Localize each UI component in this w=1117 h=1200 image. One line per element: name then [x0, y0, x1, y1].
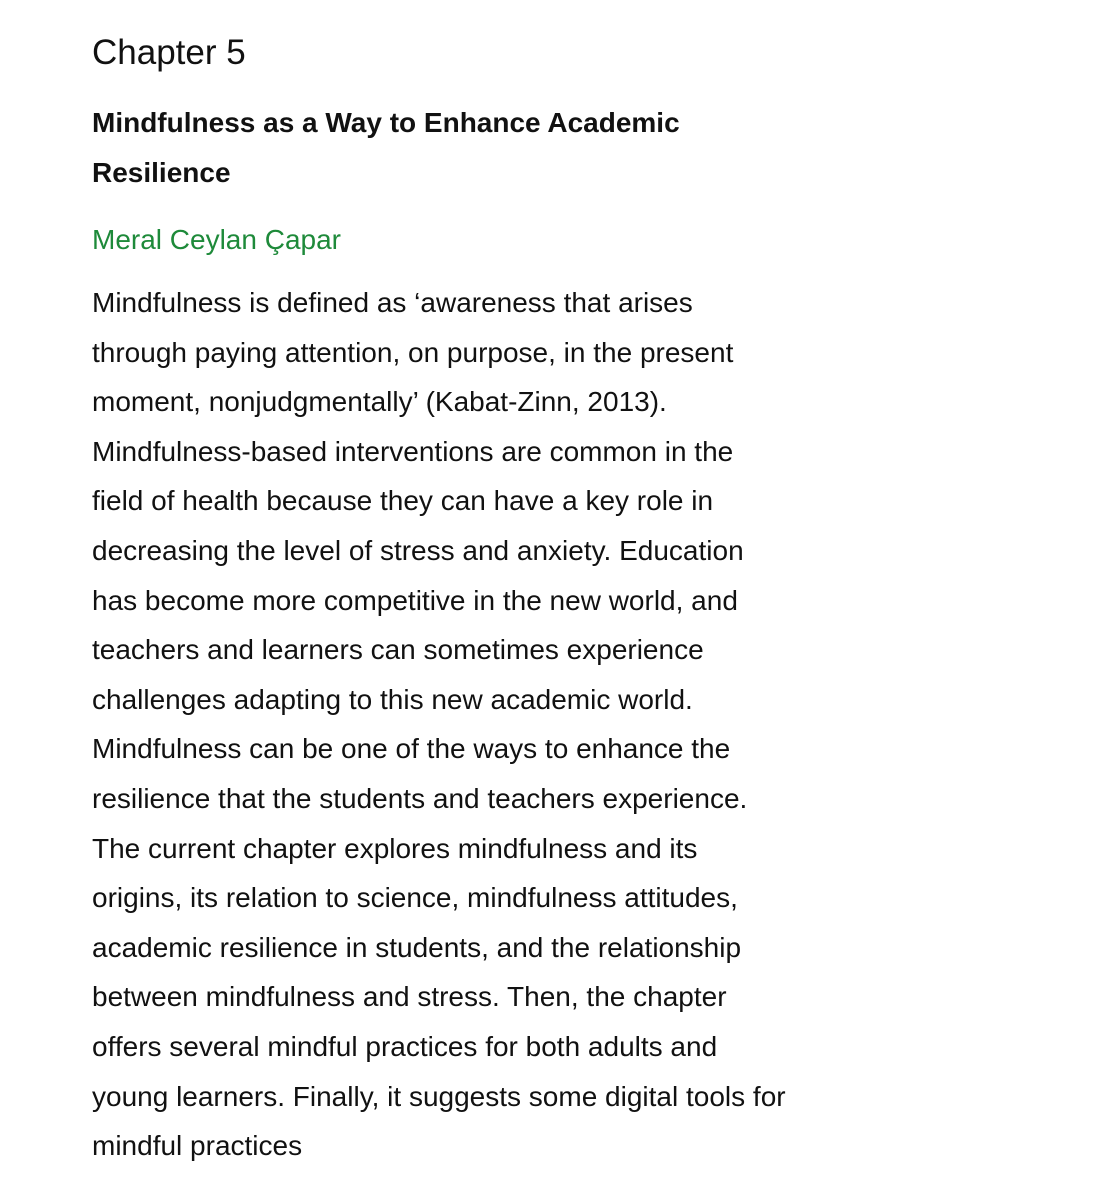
- chapter-title-line: Resilience: [92, 157, 231, 188]
- abstract-line: young learners. Finally, it suggests some digital tools for: [92, 1080, 786, 1112]
- chapter-title: [92, 98, 792, 198]
- abstract-paragraph: [92, 278, 882, 1171]
- abstract-line: origins, its relation to science, mindfulness attitudes,: [92, 882, 738, 914]
- abstract-line: offers several mindful practices for both adults and: [92, 1030, 718, 1062]
- abstract-line: decreasing the level of stress and anxiety. Education: [92, 534, 744, 566]
- abstract-line: through paying attention, on purpose, in the present: [92, 336, 734, 368]
- abstract-line: teachers and learners can sometimes experience: [92, 634, 704, 666]
- abstract-line: Mindfulness-based interventions are common in the: [92, 435, 734, 467]
- chapter-number: Chapter 5: [92, 33, 246, 72]
- abstract-line: academic resilience in students, and the relationship: [92, 931, 742, 963]
- abstract-line: field of health because they can have a key role in: [92, 485, 714, 517]
- chapter-title-line: Mindfulness as a Way to Enhance Academic: [92, 107, 680, 138]
- abstract-line: challenges adapting to this new academic world.: [92, 683, 693, 715]
- abstract-line: Mindfulness can be one of the ways to enhance the: [92, 733, 731, 765]
- abstract-line: Mindfulness is defined as ‘awareness that arises: [92, 287, 693, 318]
- abstract-line: mindful practices: [92, 1130, 303, 1162]
- abstract-line: The current chapter explores mindfulness and its: [92, 832, 698, 864]
- abstract-line: has become more competitive in the new world, and: [92, 584, 738, 616]
- abstract-line: resilience that the students and teachers experience.: [92, 782, 748, 814]
- abstract-line: moment, nonjudgmentally’ (Kabat-Zinn, 2013).: [92, 386, 667, 418]
- abstract-line: between mindfulness and stress. Then, the chapter: [92, 981, 727, 1013]
- author-name: Meral Ceylan Çapar: [92, 224, 341, 255]
